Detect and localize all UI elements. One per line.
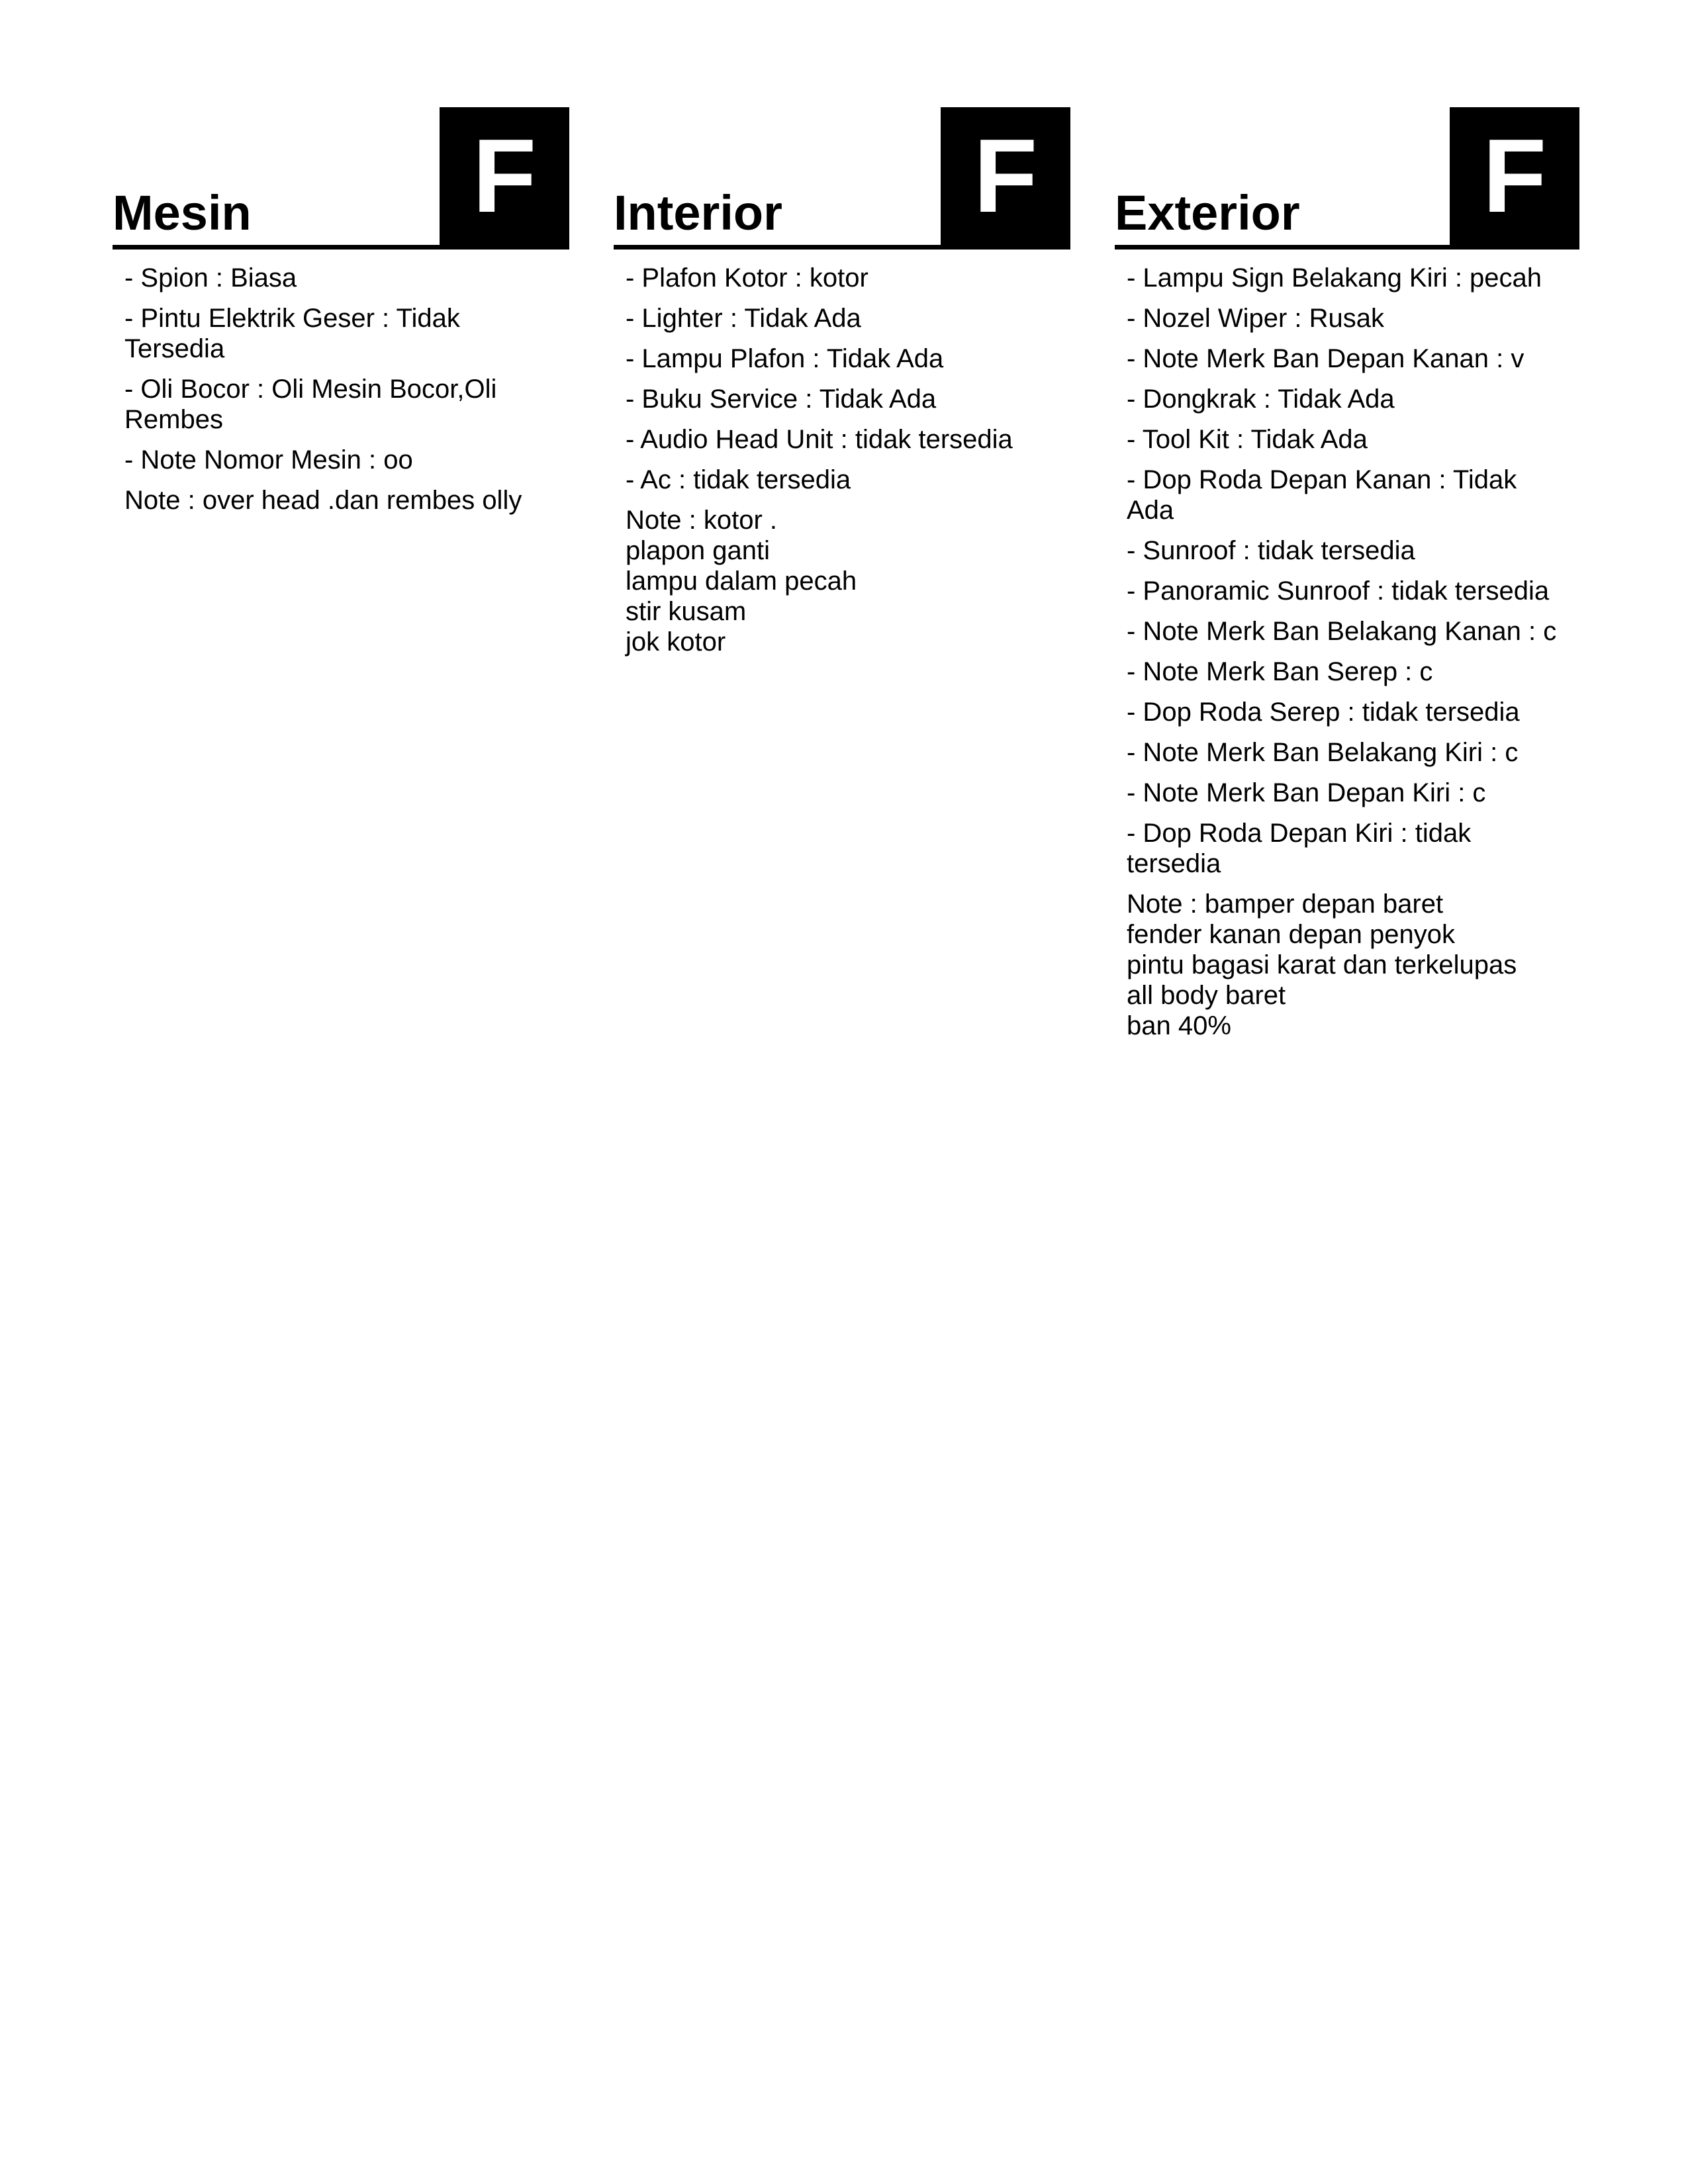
- section-body: [614, 250, 1070, 657]
- section-header: [1115, 107, 1579, 250]
- section-note: Note : kotor . plapon ganti lampu dalam pecah stir kusam jok kotor: [626, 506, 857, 657]
- header-divider: [1115, 245, 1579, 250]
- section-header: [113, 107, 569, 250]
- list-item: - Dongkrak : Tidak Ada: [1127, 385, 1395, 414]
- list-item: - Pintu Elektrik Geser : Tidak Tersedia: [124, 304, 460, 363]
- section-title: Mesin: [113, 185, 252, 240]
- list-item: - Note Merk Ban Belakang Kiri : c: [1127, 738, 1519, 767]
- list-item: - Note Merk Ban Serep : c: [1127, 657, 1433, 686]
- header-divider: [113, 245, 569, 250]
- list-item: - Lampu Plafon : Tidak Ada: [626, 344, 944, 373]
- list-item: - Dop Roda Serep : tidak tersedia: [1127, 698, 1520, 727]
- list-item: - Oli Bocor : Oli Mesin Bocor,Oli Rembes: [124, 375, 497, 434]
- header-divider: [614, 245, 1070, 250]
- list-item: - Buku Service : Tidak Ada: [626, 385, 937, 414]
- list-item: - Note Nomor Mesin : oo: [124, 445, 413, 475]
- list-item: - Plafon Kotor : kotor: [626, 263, 868, 293]
- grade-badge: F: [941, 107, 1070, 245]
- grade-badge: F: [440, 107, 569, 245]
- section-note: Note : bamper depan baret fender kanan depan penyok pintu bagasi karat dan terkelupas all body baret ban 40%: [1127, 889, 1517, 1040]
- section-note: Note : over head .dan rembes olly: [124, 486, 522, 515]
- section-body: [1115, 250, 1579, 1041]
- section-body: [113, 250, 569, 516]
- list-item: - Dop Roda Depan Kiri : tidak tersedia: [1127, 819, 1472, 878]
- list-item: - Note Merk Ban Depan Kiri : c: [1127, 778, 1486, 807]
- list-item: - Lighter : Tidak Ada: [626, 304, 861, 333]
- list-item: - Spion : Biasa: [124, 263, 297, 293]
- list-item: - Lampu Sign Belakang Kiri : pecah: [1127, 263, 1542, 293]
- list-item: - Sunroof : tidak tersedia: [1127, 536, 1415, 565]
- section-interior: [614, 107, 1070, 657]
- list-item: - Ac : tidak tersedia: [626, 465, 851, 494]
- section-title: Exterior: [1115, 185, 1300, 240]
- list-item: - Dop Roda Depan Kanan : Tidak Ada: [1127, 465, 1517, 525]
- section-mesin: [113, 107, 569, 516]
- section-header: [614, 107, 1070, 250]
- list-item: - Audio Head Unit : tidak tersedia: [626, 425, 1013, 454]
- list-item: - Nozel Wiper : Rusak: [1127, 304, 1384, 333]
- list-item: - Panoramic Sunroof : tidak tersedia: [1127, 576, 1550, 606]
- section-title: Interior: [614, 185, 782, 240]
- list-item: - Tool Kit : Tidak Ada: [1127, 425, 1368, 454]
- grade-badge: F: [1450, 107, 1579, 245]
- list-item: - Note Merk Ban Depan Kanan : v: [1127, 344, 1524, 373]
- list-item: - Note Merk Ban Belakang Kanan : c: [1127, 617, 1557, 646]
- section-exterior: [1115, 107, 1579, 1041]
